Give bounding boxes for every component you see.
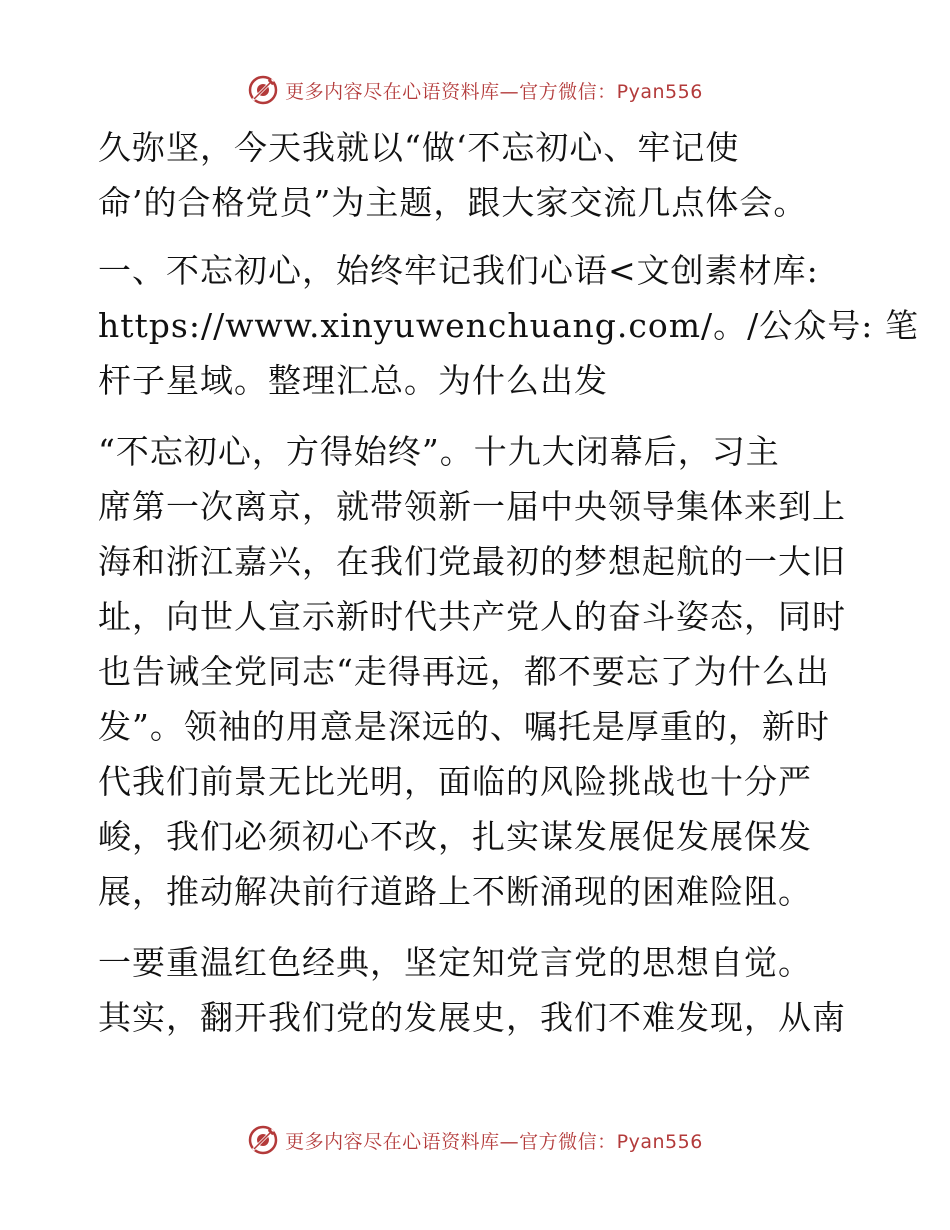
document-body: [98, 120, 919, 1045]
watermark-banner-bottom: [0, 1120, 950, 1160]
text-line: 杆子星域。整理汇总。为什么出发: [98, 361, 608, 400]
paragraph: [98, 935, 858, 1045]
library-logo-icon: [247, 74, 279, 106]
text-line: https://www.xinyuwenchuang.com/。/公众号: 笔: [98, 306, 919, 345]
library-logo-icon: [247, 1124, 279, 1156]
text-line: 峻，我们必须初心不改，扎实谋发展促发展保发: [98, 817, 812, 856]
text-line: 一、不忘初心，始终牢记我们心语<文创素材库:: [98, 251, 819, 290]
text-line: 席第一次离京，就带领新一届中央领导集体来到上: [98, 487, 846, 526]
paragraph: [98, 120, 858, 230]
paragraph: [98, 424, 858, 919]
text-line: 命’的合格党员”为主题，跟大家交流几点体会。: [98, 183, 808, 222]
text-line: 址，向世人宣示新时代共产党人的奋斗姿态，同时: [98, 597, 846, 636]
text-line: 展，推动解决前行道路上不断涌现的困难险阻。: [98, 872, 812, 911]
text-line: 久弥坚，今天我就以“做‘不忘初心、牢记使: [98, 128, 740, 167]
watermark-text: 更多内容尽在心语资料库—官方微信：Pyan556: [285, 80, 703, 103]
text-line: 也告诫全党同志“走得再远，都不要忘了为什么出: [98, 652, 830, 691]
text-line: “不忘初心，方得始终”。十九大闭幕后，习主: [98, 432, 780, 471]
text-line: 海和浙江嘉兴，在我们党最初的梦想起航的一大旧: [98, 542, 846, 581]
watermark-text: 更多内容尽在心语资料库—官方微信：Pyan556: [285, 1130, 703, 1153]
section-heading-paragraph: [98, 243, 919, 408]
text-line: 代我们前景无比光明，面临的风险挑战也十分严: [98, 762, 812, 801]
text-line: 其实，翻开我们党的发展史，我们不难发现，从南: [98, 998, 846, 1037]
text-line: 发”。领袖的用意是深远的、嘱托是厚重的，新时: [98, 707, 830, 746]
watermark-banner-top: [0, 70, 950, 110]
text-line: 一要重温红色经典，坚定知党言党的思想自觉。: [98, 943, 812, 982]
